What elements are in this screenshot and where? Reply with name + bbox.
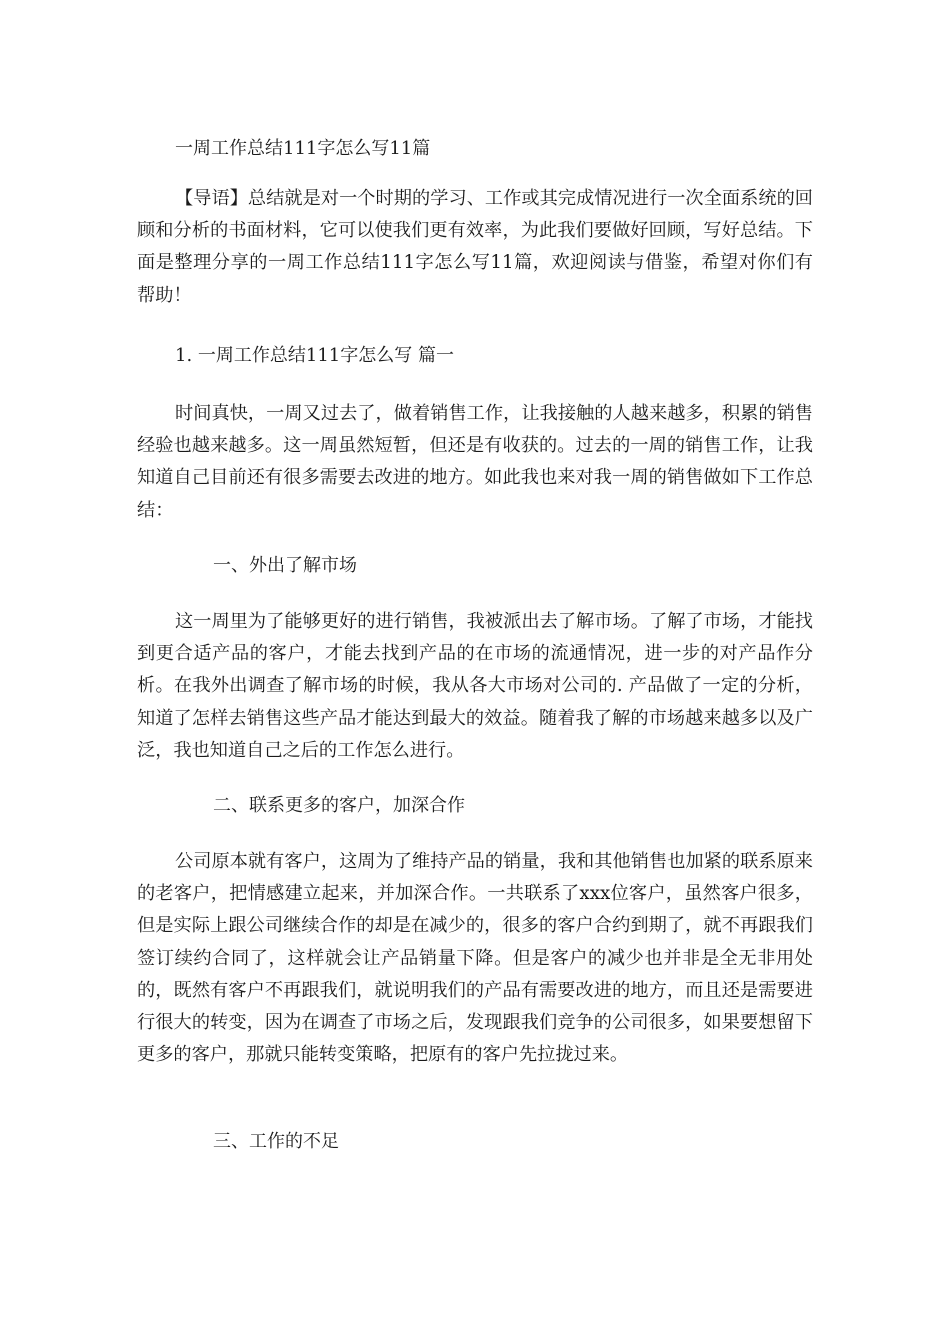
section-1-heading: 1. 一周工作总结111字怎么写 篇一 [175, 345, 454, 366]
subsection-2-heading: 二、联系更多的客户，加深合作 [213, 795, 465, 816]
document-title: 一周工作总结111字怎么写11篇 [175, 138, 431, 159]
subsection-1-paragraph: 这一周里为了能够更好的进行销售，我被派出去了解市场。了解了市场，才能找到更合适产品的客户，才能去找到产品的在市场的流通情况，进一步的对产品作分析。在我外出调查了解市场的时候，我从各大市场对公司的. 产品做了一定的分析，知道了怎样去销售这些产品才能达到最大的效益。随着我了解的市场越来越多以及广泛，我也知道自己之后的工作怎么进行。 [137, 611, 813, 761]
subsection-1-heading: 一、外出了解市场 [213, 555, 357, 576]
section-1-paragraph: 时间真快，一周又过去了，做着销售工作，让我接触的人越来越多，积累的销售经验也越来越多。这一周虽然短暂，但还是有收获的。过去的一周的销售工作，让我知道自己目前还有很多需要去改进的地方。如此我也来对我一周的销售做如下工作总结： [137, 403, 813, 521]
intro-paragraph: 【导语】总结就是对一个时期的学习、工作或其完成情况进行一次全面系统的回顾和分析的书面材料，它可以使我们更有效率，为此我们要做好回顾，写好总结。下面是整理分享的一周工作总结111字怎么写11篇，欢迎阅读与借鉴，希望对你们有帮助！ [137, 188, 813, 306]
subsection-3-heading: 三、工作的不足 [213, 1131, 339, 1152]
subsection-2-paragraph: 公司原本就有客户，这周为了维持产品的销量，我和其他销售也加紧的联系原来的老客户，把情感建立起来，并加深合作。一共联系了xxx位客户，虽然客户很多，但是实际上跟公司继续合作的却是在减少的，很多的客户合约到期了，就不再跟我们签订续约合同了，这样就会让产品销量下降。但是客户的减少也并非是全无非用处的，既然有客户不再跟我们，就说明我们的产品有需要改进的地方，而且还是需要进行很大的转变，因为在调查了市场之后，发现跟我们竞争的公司很多，如果要想留下更多的客户，那就只能转变策略，把原有的客户先拉拢过来。 [137, 851, 813, 1066]
